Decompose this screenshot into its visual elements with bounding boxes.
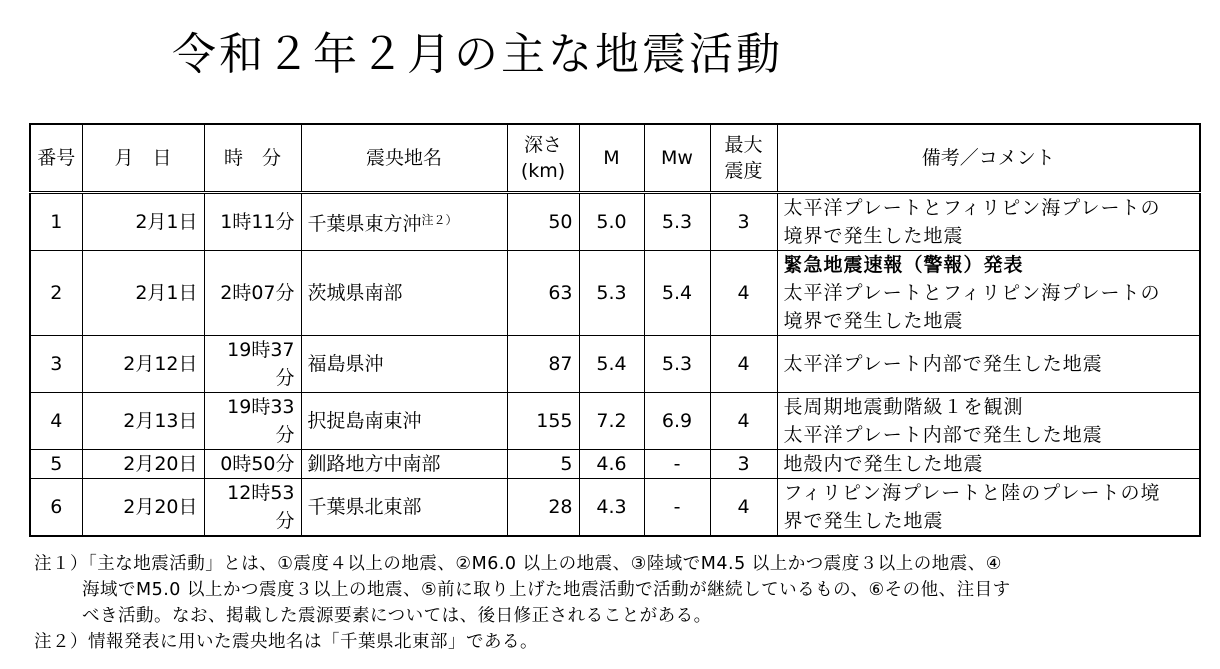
cell-m: 5.0	[579, 193, 644, 251]
cell-date: 2月1日	[82, 193, 204, 251]
cell-date: 2月12日	[82, 336, 204, 393]
cell-time: 19時37分	[204, 336, 301, 393]
remark-line: 界で発生した地震	[783, 510, 944, 532]
cell-m: 5.4	[579, 336, 644, 393]
cell-remarks	[777, 251, 1200, 336]
page-title: 令和２年２月の主な地震活動	[172, 29, 783, 80]
remark-line: 太平洋プレート内部で発生した地震	[783, 353, 1103, 375]
cell-no: 6	[30, 479, 82, 537]
cell-time: 2時07分	[204, 251, 301, 336]
footnote-1-line3: べき活動。なお、掲載した震源要素については、後日修正されることがある。	[82, 606, 712, 626]
header-depth	[507, 124, 579, 193]
header-no: 番号	[30, 124, 82, 193]
table-row	[30, 450, 1200, 479]
table-row	[30, 193, 1200, 251]
header-date: 月 日	[82, 124, 204, 193]
cell-m: 4.6	[579, 450, 644, 479]
cell-no: 1	[30, 193, 82, 251]
cell-m: 4.3	[579, 479, 644, 537]
cell-time: 19時33分	[204, 393, 301, 450]
cell-mw: -	[644, 479, 710, 537]
header-intensity-line2: 震度	[724, 160, 763, 182]
header-mw: Mw	[644, 124, 710, 193]
cell-remarks	[777, 193, 1200, 251]
remark-line-bold: 緊急地震速報（警報）発表	[783, 254, 1024, 276]
cell-epicenter: 福島県沖	[301, 336, 507, 393]
table-row	[30, 393, 1200, 450]
header-depth-unit: (km)	[520, 160, 566, 182]
cell-remarks	[777, 450, 1200, 479]
cell-intensity: 4	[710, 251, 777, 336]
cell-epicenter: 茨城県南部	[301, 251, 507, 336]
cell-date: 2月1日	[82, 251, 204, 336]
footnote-1-line2: 海域でM5.0 以上かつ震度３以上の地震、⑤前に取り上げた地震活動で活動が継続しているもの、⑥その他、注目す	[82, 580, 1011, 600]
cell-intensity: 4	[710, 336, 777, 393]
remark-line: 境界で発生した地震	[783, 225, 964, 247]
remark-line: 太平洋プレート内部で発生した地震	[783, 424, 1103, 446]
remark-line: 地殻内で発生した地震	[783, 453, 984, 475]
cell-m: 5.3	[579, 251, 644, 336]
header-epicenter: 震央地名	[301, 124, 507, 193]
cell-no: 4	[30, 393, 82, 450]
cell-no: 2	[30, 251, 82, 336]
cell-no: 5	[30, 450, 82, 479]
cell-time: 1時11分	[204, 193, 301, 251]
cell-mw: -	[644, 450, 710, 479]
cell-time: 12時53分	[204, 479, 301, 537]
cell-intensity: 4	[710, 479, 777, 537]
cell-remarks	[777, 479, 1200, 537]
cell-date: 2月20日	[82, 450, 204, 479]
cell-m: 7.2	[579, 393, 644, 450]
table-row	[30, 479, 1200, 537]
header-remarks: 備考／コメント	[777, 124, 1200, 193]
cell-epicenter	[301, 193, 507, 251]
remark-line: フィリピン海プレートと陸のプレートの境	[783, 482, 1161, 504]
cell-depth: 5	[507, 450, 579, 479]
cell-depth: 87	[507, 336, 579, 393]
footnote-1-line1: 注１）「主な地震活動」とは、①震度４以上の地震、②M6.0 以上の地震、③陸域でM4.5 以上かつ震度３以上の地震、④	[34, 554, 1002, 574]
cell-intensity: 3	[710, 450, 777, 479]
remark-line: 境界で発生した地震	[783, 310, 964, 332]
cell-mw: 5.3	[644, 193, 710, 251]
table-row	[30, 251, 1200, 336]
cell-depth: 155	[507, 393, 579, 450]
cell-remarks	[777, 336, 1200, 393]
epicenter-name: 千葉県東方沖	[307, 213, 422, 235]
cell-mw: 6.9	[644, 393, 710, 450]
footnote-2: 注２）情報発表に用いた震央地名は「千葉県北東部」である。	[34, 632, 538, 652]
cell-date: 2月13日	[82, 393, 204, 450]
header-m: M	[579, 124, 644, 193]
cell-epicenter: 択捉島南東沖	[301, 393, 507, 450]
cell-remarks	[777, 393, 1200, 450]
cell-mw: 5.4	[644, 251, 710, 336]
cell-time: 0時50分	[204, 450, 301, 479]
cell-depth: 63	[507, 251, 579, 336]
header-intensity-line1: 最大	[724, 134, 763, 156]
cell-date: 2月20日	[82, 479, 204, 537]
remark-line: 太平洋プレートとフィリピン海プレートの	[783, 282, 1161, 304]
table-row	[30, 336, 1200, 393]
cell-mw: 5.3	[644, 336, 710, 393]
header-intensity	[710, 124, 777, 193]
header-time: 時 分	[204, 124, 301, 193]
epicenter-note: 注２）	[421, 213, 458, 227]
table-header-row	[30, 124, 1200, 193]
cell-depth: 50	[507, 193, 579, 251]
cell-intensity: 3	[710, 193, 777, 251]
earthquake-table	[29, 123, 1201, 537]
cell-no: 3	[30, 336, 82, 393]
cell-epicenter: 釧路地方中南部	[301, 450, 507, 479]
remark-line: 長周期地震動階級１を観測	[783, 396, 1024, 418]
cell-intensity: 4	[710, 393, 777, 450]
header-depth-line: 深さ	[523, 134, 562, 156]
cell-epicenter: 千葉県北東部	[301, 479, 507, 537]
footnotes	[34, 551, 1204, 655]
remark-line: 太平洋プレートとフィリピン海プレートの	[783, 197, 1161, 219]
cell-depth: 28	[507, 479, 579, 537]
